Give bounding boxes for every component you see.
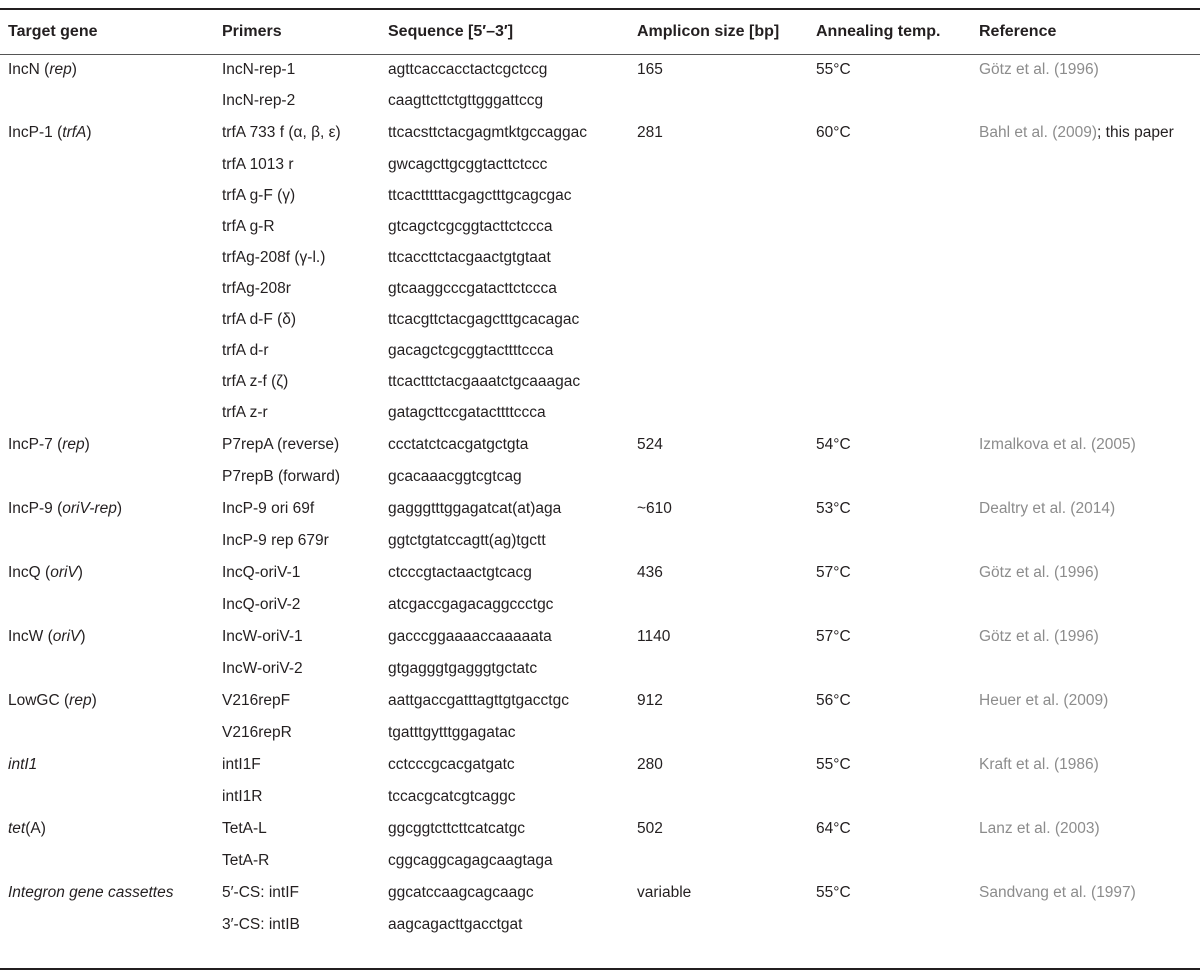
primer-sequence: gagggtttggagatcat(at)aga [388,499,562,517]
amplicon-size: 912 [637,691,663,709]
primer-sequence: ttcactttctacgaaatctgcaaagac [388,372,581,390]
target-gene-cell [0,211,222,242]
target-gene-cell [0,180,222,211]
table-row [0,397,1200,428]
target-gene-italic: intI1 [8,755,38,773]
table-row [0,653,1200,684]
amplicon-size [637,909,816,940]
reference-cell [979,461,1200,492]
amplicon-size [637,653,816,684]
primer-sequence: agttcaccacctactcgctccg [388,60,548,78]
amplicon-size [637,781,816,812]
primer-name: P7repA (reverse) [222,435,340,453]
primer-sequence: gtcagctcgcggtacttctccca [388,217,553,235]
primer-sequence: ctcccgtactaactgtcacg [388,563,532,581]
annealing-temp: 64°C [816,819,851,837]
header-reference: Reference [979,23,1057,40]
primer-sequence: ggcatccaagcagcaagc [388,883,534,901]
reference-cell [979,273,1200,304]
primer-name: trfA g-R [222,217,275,235]
table-row [0,366,1200,397]
amplicon-size [637,211,816,242]
primer-table [0,10,1200,940]
target-gene-cell [0,116,222,149]
table-row [0,556,1200,589]
primer-name: IncN-rep-2 [222,91,296,109]
primer-sequence: gacagctcgcggtacttttccca [388,341,554,359]
reference-cell [979,589,1200,620]
primer-sequence: atcgaccgagacaggccctgc [388,595,554,613]
target-gene-close: ) [116,499,122,517]
target-gene-cell [0,748,222,781]
reference-cell [979,653,1200,684]
amplicon-size: 165 [637,60,663,78]
target-gene-name: IncP-7 ( [8,435,63,453]
primer-sequence: ttcaccttctacgaactgtgtaat [388,248,551,266]
reference-citation: Dealtry et al. (2014) [979,499,1116,517]
primer-name: IncW-oriV-2 [222,659,303,677]
target-gene-italic: Integron gene cassettes [8,883,174,901]
reference-cell [979,781,1200,812]
table-row [0,909,1200,940]
table-row [0,273,1200,304]
table-row [0,684,1200,717]
annealing-temp: 60°C [816,123,851,141]
primer-name: trfA d-r [222,341,269,359]
primer-name: 3′-CS: intIB [222,915,300,933]
target-gene-cell [0,781,222,812]
reference-cell [979,876,1200,909]
annealing-temp [816,273,979,304]
primer-name: IncN-rep-1 [222,60,296,78]
amplicon-size: ~610 [637,499,672,517]
primer-name: P7repB (forward) [222,467,341,485]
table-row [0,876,1200,909]
annealing-temp [816,335,979,366]
reference-cell [979,180,1200,211]
annealing-temp [816,653,979,684]
target-gene-close: ) [77,563,83,581]
amplicon-size [637,149,816,180]
primer-name: trfA 1013 r [222,155,294,173]
annealing-temp: 57°C [816,627,851,645]
target-gene-italic: trfA [62,123,87,141]
target-gene-cell [0,304,222,335]
annealing-temp [816,242,979,273]
table-row [0,54,1200,85]
primer-name: 5′-CS: intIF [222,883,299,901]
primer-sequence: ttcactttttacgagctttgcagcgac [388,186,572,204]
amplicon-size [637,717,816,748]
target-gene-cell [0,85,222,116]
target-gene-cell [0,717,222,748]
annealing-temp [816,149,979,180]
reference-cell [979,397,1200,428]
annealing-temp: 55°C [816,883,851,901]
target-gene-cell [0,397,222,428]
header-sequence: Sequence [5′–3′] [388,23,514,40]
annealing-temp: 55°C [816,755,851,773]
primer-sequence: aagcagacttgacctgat [388,915,523,933]
amplicon-size [637,85,816,116]
target-gene-italic: oriV [50,563,78,581]
amplicon-size: 502 [637,819,663,837]
primer-name: IncW-oriV-1 [222,627,303,645]
reference-cell [979,525,1200,556]
target-gene-close: ) [80,627,86,645]
target-gene-italic: rep [49,60,72,78]
primer-name: trfA 733 f (α, β, ε) [222,123,341,141]
target-gene-cell [0,149,222,180]
target-gene-cell [0,366,222,397]
table-row [0,149,1200,180]
target-gene-cell [0,589,222,620]
table-row [0,116,1200,149]
amplicon-size [637,335,816,366]
reference-cell [979,684,1200,717]
annealing-temp: 57°C [816,563,851,581]
target-gene-close: ) [86,123,92,141]
target-gene-cell [0,335,222,366]
primer-sequence: ccctatctcacgatgctgta [388,435,529,453]
primer-name: V216repR [222,723,292,741]
bottom-rule [0,968,1200,970]
target-gene-cell [0,54,222,85]
amplicon-size [637,242,816,273]
table-row [0,461,1200,492]
table-row [0,781,1200,812]
target-gene-italic: rep [62,435,85,453]
target-gene-cell [0,525,222,556]
table-row [0,620,1200,653]
amplicon-size: 436 [637,563,663,581]
reference-cell [979,116,1200,149]
table-row [0,748,1200,781]
amplicon-size: 281 [637,123,663,141]
reference-cell [979,909,1200,940]
reference-cell [979,620,1200,653]
primer-sequence: aattgaccgatttagttgtgacctgc [388,691,569,709]
target-gene-cell [0,242,222,273]
reference-citation: Götz et al. (1996) [979,563,1099,581]
reference-cell [979,717,1200,748]
target-gene-cell [0,273,222,304]
primer-name: IncQ-oriV-1 [222,563,301,581]
reference-cell [979,335,1200,366]
primer-name: IncP-9 ori 69f [222,499,315,517]
annealing-temp [816,461,979,492]
target-gene-cell [0,428,222,461]
target-gene-cell [0,556,222,589]
amplicon-size: 280 [637,755,663,773]
annealing-temp [816,85,979,116]
annealing-temp [816,366,979,397]
annealing-temp: 54°C [816,435,851,453]
target-gene-close: ) [91,691,97,709]
annealing-temp [816,180,979,211]
reference-citation: Kraft et al. (1986) [979,755,1099,773]
annealing-temp [816,211,979,242]
target-gene-name: IncN ( [8,60,50,78]
table-row [0,589,1200,620]
annealing-temp [816,909,979,940]
reference-citation: Izmalkova et al. (2005) [979,435,1136,453]
header-target-gene: Target gene [8,23,98,40]
primer-sequence: gtgagggtgagggtgctatc [388,659,538,677]
reference-cell [979,85,1200,116]
table-row [0,85,1200,116]
table-row [0,335,1200,366]
reference-citation: Bahl et al. (2009) [979,123,1098,141]
target-gene-name: IncP-1 ( [8,123,63,141]
reference-cell [979,242,1200,273]
annealing-temp [816,781,979,812]
target-gene-italic: oriV-rep [62,499,117,517]
target-gene-cell [0,492,222,525]
annealing-temp [816,589,979,620]
primer-name: TetA-L [222,819,267,837]
annealing-temp: 53°C [816,499,851,517]
table-row [0,717,1200,748]
primer-name: intI1R [222,787,263,805]
reference-cell [979,211,1200,242]
target-gene-cell [0,684,222,717]
primer-name: IncP-9 rep 679r [222,531,329,549]
table-body [0,54,1200,940]
target-gene-name: IncW ( [8,627,53,645]
table-row [0,304,1200,335]
amplicon-size [637,525,816,556]
reference-citation: Lanz et al. (2003) [979,819,1100,837]
amplicon-size: 1140 [637,627,671,645]
reference-cell [979,366,1200,397]
reference-cell [979,556,1200,589]
table-row [0,428,1200,461]
primer-sequence: cggcaggcagagcaagtaga [388,851,553,869]
primer-sequence: ggcggtcttcttcatcatgc [388,819,525,837]
target-gene-cell [0,876,222,909]
target-gene-name: IncQ ( [8,563,51,581]
primer-sequence: ttcacgttctacgagctttgcacagac [388,310,580,328]
reference-cell [979,304,1200,335]
target-gene-cell [0,620,222,653]
reference-cell [979,54,1200,85]
primer-sequence: gacccggaaaaccaaaaata [388,627,552,645]
primer-sequence: gatagcttccgatacttttccca [388,403,546,421]
primer-name: trfA g-F (γ) [222,186,296,204]
primer-sequence: gwcagcttgcggtacttctccc [388,155,548,173]
header-primers: Primers [222,23,282,40]
table-row [0,211,1200,242]
primer-name: trfAg-208r [222,279,291,297]
header-row [0,10,1200,54]
target-gene-cell [0,845,222,876]
target-gene-name: (A) [25,819,46,837]
annealing-temp [816,397,979,428]
target-gene-italic: tet [8,819,26,837]
primer-name: trfA z-f (ζ) [222,372,289,390]
primer-name: trfA z-r [222,403,268,421]
table-row [0,180,1200,211]
table-row [0,812,1200,845]
reference-citation: Sandvang et al. (1997) [979,883,1136,901]
reference-cell [979,492,1200,525]
header-amplicon-size: Amplicon size [bp] [637,23,780,40]
annealing-temp: 55°C [816,60,851,78]
primer-sequence: tccacgcatcgtcaggc [388,787,516,805]
annealing-temp [816,304,979,335]
primer-sequence: gtcaaggcccgatacttctccca [388,279,557,297]
target-gene-cell [0,653,222,684]
amplicon-size: 524 [637,435,663,453]
primer-name: intI1F [222,755,261,773]
primer-name: TetA-R [222,851,270,869]
amplicon-size: variable [637,883,692,901]
target-gene-italic: oriV [52,627,81,645]
target-gene-cell [0,909,222,940]
target-gene-name: IncP-9 ( [8,499,63,517]
annealing-temp [816,845,979,876]
annealing-temp [816,717,979,748]
target-gene-cell [0,461,222,492]
amplicon-size [637,304,816,335]
header-annealing-temp: Annealing temp. [816,23,941,40]
primer-sequence: gcacaaacggtcgtcag [388,467,522,485]
amplicon-size [637,180,816,211]
reference-citation: Götz et al. (1996) [979,60,1099,78]
table-row [0,492,1200,525]
reference-cell [979,748,1200,781]
annealing-temp: 56°C [816,691,851,709]
amplicon-size [637,461,816,492]
amplicon-size [637,589,816,620]
primer-sequence: tgatttgytttggagatac [388,723,516,741]
primer-sequence: ggtctgtatccagtt(ag)tgctt [388,531,546,549]
annealing-temp [816,525,979,556]
primer-sequence: caagttcttctgttgggattccg [388,91,544,109]
primer-sequence: ttcacsttctacgagmtktgccaggac [388,123,588,141]
target-gene-close: ) [84,435,90,453]
reference-extra: ; this paper [1097,123,1174,141]
primer-name: IncQ-oriV-2 [222,595,301,613]
target-gene-name: LowGC ( [8,691,70,709]
table-row [0,525,1200,556]
reference-cell [979,428,1200,461]
reference-cell [979,845,1200,876]
table-row [0,845,1200,876]
reference-citation: Heuer et al. (2009) [979,691,1109,709]
target-gene-cell [0,812,222,845]
reference-citation: Götz et al. (1996) [979,627,1099,645]
reference-cell [979,812,1200,845]
primer-sequence: cctcccgcacgatgatc [388,755,515,773]
amplicon-size [637,273,816,304]
target-gene-close: ) [71,60,77,78]
table-row [0,242,1200,273]
primer-name: trfAg-208f (γ-l.) [222,248,326,266]
amplicon-size [637,366,816,397]
target-gene-italic: rep [69,691,92,709]
primer-name: trfA d-F (δ) [222,310,297,328]
amplicon-size [637,397,816,428]
amplicon-size [637,845,816,876]
primer-name: V216repF [222,691,291,709]
reference-cell [979,149,1200,180]
